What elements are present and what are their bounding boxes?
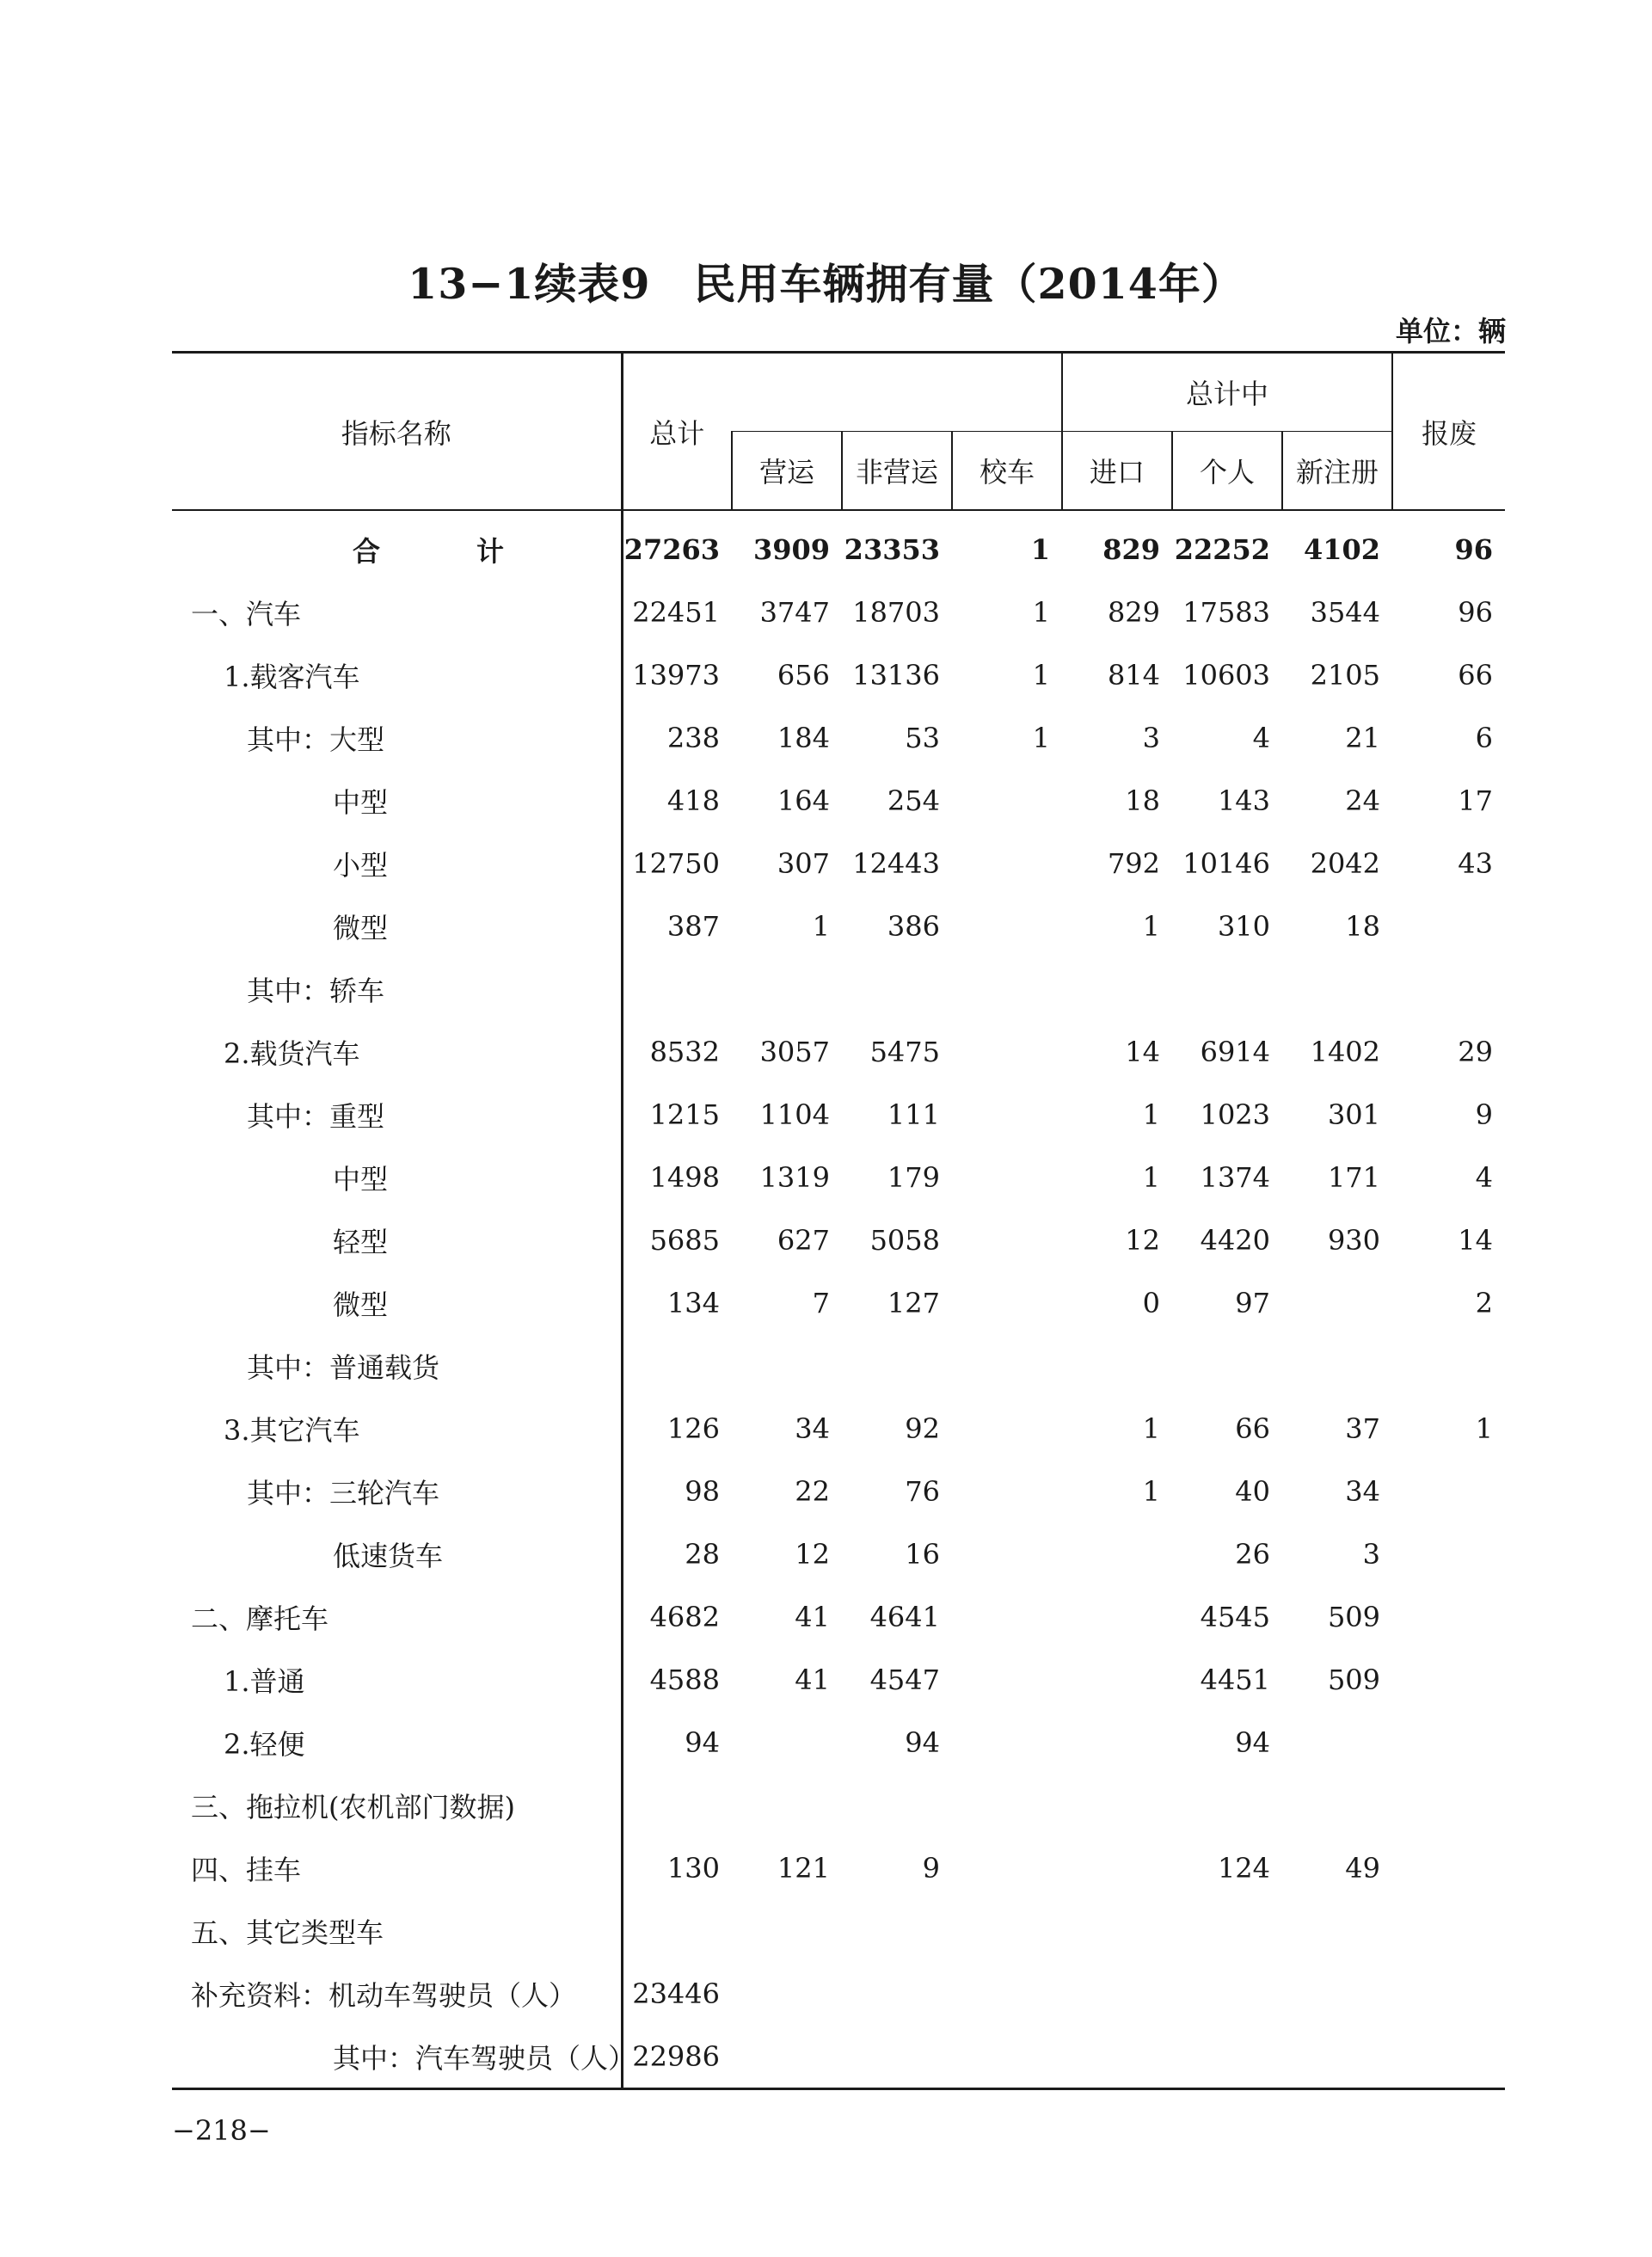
table-row — [172, 769, 1505, 832]
cell-value: 21 — [1345, 721, 1381, 754]
cell-value: 111 — [887, 1098, 940, 1131]
cell-value: 124 — [1217, 1851, 1271, 1885]
cell-value — [1392, 1774, 1505, 1836]
cell-value: 9 — [1475, 1098, 1494, 1131]
row-label: 其中：三轮汽车 — [247, 1476, 440, 1510]
row-label: 补充资料：机动车驾驶员（人） — [191, 1978, 577, 2012]
cell-value: 41 — [795, 1600, 830, 1633]
cell-value — [952, 895, 1062, 957]
cell-value: 2 — [1475, 1286, 1494, 1319]
cell-value — [1062, 1334, 1172, 1397]
cell-value — [952, 2025, 1062, 2089]
cell-value — [1392, 1585, 1505, 1648]
cell-value — [952, 1020, 1062, 1083]
cell-value — [1062, 1648, 1172, 1711]
cell-value — [952, 769, 1062, 832]
cell-value — [1392, 2025, 1505, 2089]
cell-value — [1062, 1585, 1172, 1648]
cell-value — [732, 2025, 842, 2089]
cell-value: 43 — [1458, 846, 1494, 880]
cell-value — [1172, 1899, 1282, 1962]
cell-value: 418 — [622, 769, 732, 832]
cell-value — [622, 957, 732, 1020]
cell-value: 121 — [777, 1851, 830, 1885]
cell-value: 4545 — [1200, 1600, 1271, 1633]
row-label: 微型 — [333, 911, 389, 944]
cell-value: 509 — [1327, 1600, 1381, 1633]
cell-value: 22 — [795, 1474, 830, 1508]
row-label: 小型 — [333, 848, 389, 882]
cell-value: 92 — [905, 1411, 940, 1445]
cell-value — [842, 1774, 952, 1836]
row-label: 五、其它类型车 — [191, 1916, 384, 1949]
row-label: 三、拖拉机(农机部门数据) — [191, 1790, 515, 1823]
cell-value: 40 — [1235, 1474, 1271, 1508]
cell-value: 16 — [905, 1537, 940, 1571]
cell-value — [952, 1397, 1062, 1460]
cell-value: 1374 — [1200, 1160, 1271, 1194]
cell-value: 1402 — [1310, 1035, 1381, 1068]
cell-value: 179 — [887, 1160, 940, 1194]
row-label: 中型 — [333, 785, 389, 819]
table-row — [172, 1146, 1505, 1208]
cell-value — [732, 1774, 842, 1836]
table-row — [172, 1836, 1505, 1899]
cell-value: 792 — [1107, 846, 1161, 880]
cell-value: 1 — [1142, 1160, 1161, 1194]
cell-value: 24 — [1345, 784, 1381, 817]
cell-value: 829 — [1107, 595, 1161, 629]
cell-value — [1392, 1836, 1505, 1899]
cell-value: 307 — [777, 846, 830, 880]
cell-value — [1062, 1522, 1172, 1585]
cell-value: 0 — [1142, 1286, 1161, 1319]
cell-value: 10146 — [1182, 846, 1271, 880]
cell-value — [1172, 1334, 1282, 1397]
cell-value: 8532 — [622, 1020, 732, 1083]
cell-value: 1498 — [622, 1146, 732, 1208]
cell-value — [1392, 895, 1505, 957]
cell-value: 12750 — [622, 832, 732, 895]
table-row — [172, 2025, 1505, 2089]
cell-value: 1 — [1142, 1411, 1161, 1445]
row-label: 轻型 — [333, 1225, 389, 1258]
cell-value: 627 — [777, 1223, 830, 1257]
cell-value: 2105 — [1310, 658, 1381, 692]
header-total: 总计 — [622, 353, 732, 511]
cell-value — [842, 1962, 952, 2025]
cell-value — [622, 1334, 732, 1397]
cell-value — [1392, 1460, 1505, 1522]
cell-value: 1104 — [759, 1098, 830, 1131]
cell-value: 4588 — [622, 1648, 732, 1711]
cell-value — [1282, 1334, 1392, 1397]
cell-value: 9 — [922, 1851, 940, 1885]
table-row — [172, 581, 1505, 643]
cell-value: 171 — [1327, 1160, 1381, 1194]
cell-value — [842, 1334, 952, 1397]
cell-value: 143 — [1217, 784, 1271, 817]
cell-value — [952, 1836, 1062, 1899]
table-row — [172, 510, 1505, 581]
row-label: 合 计 — [353, 534, 539, 568]
cell-value: 126 — [622, 1397, 732, 1460]
row-label: 低速货车 — [333, 1539, 444, 1572]
cell-value: 12 — [795, 1537, 830, 1571]
cell-value — [1062, 2025, 1172, 2089]
cell-value: 94 — [1235, 1725, 1271, 1759]
cell-value — [1282, 1962, 1392, 2025]
cell-value — [952, 1271, 1062, 1334]
cell-value: 66 — [1458, 658, 1494, 692]
cell-value: 97 — [1235, 1286, 1271, 1319]
header-among-total: 总计中 — [1062, 353, 1392, 432]
cell-value — [1392, 1648, 1505, 1711]
cell-value — [1282, 957, 1392, 1020]
cell-value: 3747 — [759, 595, 830, 629]
cell-value: 26 — [1235, 1537, 1271, 1571]
cell-value: 254 — [887, 784, 940, 817]
row-label: 3.其它汽车 — [224, 1413, 360, 1447]
cell-value — [1282, 1774, 1392, 1836]
cell-value — [1282, 1899, 1392, 1962]
cell-value: 34 — [795, 1411, 830, 1445]
cell-value: 656 — [777, 658, 830, 692]
cell-value — [1392, 1962, 1505, 2025]
header-imported: 进口 — [1062, 432, 1172, 511]
cell-value: 14 — [1125, 1035, 1161, 1068]
cell-value — [1062, 957, 1172, 1020]
cell-value — [842, 2025, 952, 2089]
table-row — [172, 1774, 1505, 1836]
cell-value: 1 — [1032, 595, 1051, 629]
cell-value: 14 — [1458, 1223, 1494, 1257]
cell-value: 387 — [622, 895, 732, 957]
cell-value — [952, 1774, 1062, 1836]
table-row — [172, 1271, 1505, 1334]
table-row — [172, 1711, 1505, 1774]
cell-value: 66 — [1235, 1411, 1271, 1445]
cell-value — [842, 1899, 952, 1962]
cell-value — [732, 1962, 842, 2025]
cell-value — [1282, 1271, 1392, 1334]
row-label: 其中：重型 — [247, 1099, 385, 1133]
cell-value: 164 — [777, 784, 830, 817]
cell-value — [1062, 1899, 1172, 1962]
cell-value — [732, 1711, 842, 1774]
cell-value: 310 — [1217, 909, 1271, 943]
row-label: 2.轻便 — [224, 1727, 305, 1761]
cell-value: 1 — [1032, 658, 1051, 692]
cell-value: 10603 — [1182, 658, 1271, 692]
table-row — [172, 1460, 1505, 1522]
row-label: 2.载货汽车 — [224, 1036, 360, 1070]
cell-value: 23353 — [844, 532, 940, 566]
cell-value: 3 — [1142, 721, 1161, 754]
cell-value — [1392, 1899, 1505, 1962]
cell-value: 4682 — [622, 1585, 732, 1648]
row-label: 其中：大型 — [247, 723, 385, 756]
cell-value: 5058 — [869, 1223, 940, 1257]
cell-value: 4547 — [869, 1663, 940, 1696]
table-row — [172, 1083, 1505, 1146]
cell-value: 4420 — [1200, 1223, 1271, 1257]
header-personal: 个人 — [1172, 432, 1282, 511]
row-label: 微型 — [333, 1288, 389, 1321]
cell-value — [952, 1585, 1062, 1648]
cell-value — [952, 957, 1062, 1020]
cell-value — [622, 1899, 732, 1962]
cell-value: 238 — [622, 706, 732, 769]
cell-value: 829 — [1102, 532, 1161, 566]
cell-value — [1172, 1774, 1282, 1836]
cell-value: 34 — [1345, 1474, 1381, 1508]
cell-value: 386 — [887, 909, 940, 943]
header-name: 指标名称 — [172, 353, 622, 511]
unit-label: 单位：辆 — [1395, 315, 1506, 347]
cell-value: 1 — [1142, 1098, 1161, 1131]
cell-value: 29 — [1458, 1035, 1494, 1068]
cell-value: 41 — [795, 1663, 830, 1696]
cell-value — [1172, 2025, 1282, 2089]
cell-value: 1215 — [622, 1083, 732, 1146]
cell-value: 28 — [622, 1522, 732, 1585]
cell-value — [1062, 1836, 1172, 1899]
cell-value: 1 — [812, 909, 830, 943]
cell-value: 5685 — [622, 1208, 732, 1271]
cell-value: 1 — [1142, 1474, 1161, 1508]
row-label: 其中：汽车驾驶员（人） — [172, 2025, 622, 2089]
cell-value — [952, 1522, 1062, 1585]
cell-value: 18703 — [852, 595, 940, 629]
table-row — [172, 643, 1505, 706]
table-row — [172, 832, 1505, 895]
table-row — [172, 1334, 1505, 1397]
cell-value — [952, 1146, 1062, 1208]
cell-value — [1282, 1711, 1392, 1774]
row-label: 其中：普通载货 — [247, 1350, 440, 1384]
cell-value: 17583 — [1182, 595, 1271, 629]
row-label: 1.载客汽车 — [224, 660, 360, 693]
cell-value: 1 — [1032, 721, 1051, 754]
cell-value: 1023 — [1200, 1098, 1271, 1131]
cell-value — [1282, 2025, 1392, 2089]
table-row — [172, 1020, 1505, 1083]
header-operating: 营运 — [732, 432, 842, 511]
cell-value — [1062, 1962, 1172, 2025]
cell-value: 2042 — [1310, 846, 1381, 880]
table-row — [172, 1648, 1505, 1711]
cell-value: 4 — [1252, 721, 1271, 754]
cell-value — [622, 1774, 732, 1836]
cell-value — [732, 1899, 842, 1962]
row-label: 1.普通 — [224, 1664, 305, 1698]
header-blank — [732, 353, 1062, 432]
vehicle-ownership-table — [172, 351, 1505, 2090]
cell-value: 12443 — [852, 846, 940, 880]
table-title: 13−1续表9 民用车辆拥有量（2014年） — [408, 259, 1244, 309]
cell-value: 184 — [777, 721, 830, 754]
cell-value: 3057 — [759, 1035, 830, 1068]
cell-value: 22986 — [622, 2025, 732, 2089]
cell-value: 37 — [1345, 1411, 1381, 1445]
cell-value: 96 — [1458, 595, 1494, 629]
cell-value — [952, 1334, 1062, 1397]
cell-value: 130 — [622, 1836, 732, 1899]
cell-value — [1062, 1711, 1172, 1774]
cell-value: 98 — [622, 1460, 732, 1522]
cell-value: 23446 — [622, 1962, 732, 2025]
cell-value — [952, 1899, 1062, 1962]
cell-value: 12 — [1125, 1223, 1161, 1257]
cell-value — [1062, 1774, 1172, 1836]
cell-value: 94 — [622, 1711, 732, 1774]
cell-value — [952, 1083, 1062, 1146]
cell-value: 27263 — [622, 510, 732, 581]
cell-value: 7 — [812, 1286, 830, 1319]
table-row — [172, 706, 1505, 769]
cell-value: 4451 — [1200, 1663, 1271, 1696]
cell-value — [1392, 1334, 1505, 1397]
header-non-operating: 非营运 — [842, 432, 952, 511]
cell-value: 509 — [1327, 1663, 1381, 1696]
row-label: 二、摩托车 — [191, 1602, 329, 1635]
table-row — [172, 895, 1505, 957]
row-label: 其中：轿车 — [247, 974, 385, 1007]
table-row — [172, 1208, 1505, 1271]
cell-value: 18 — [1345, 909, 1381, 943]
table-row — [172, 1962, 1505, 2025]
cell-value: 6 — [1475, 721, 1494, 754]
cell-value: 18 — [1125, 784, 1161, 817]
cell-value — [732, 1334, 842, 1397]
cell-value: 6914 — [1200, 1035, 1271, 1068]
cell-value: 930 — [1327, 1223, 1381, 1257]
cell-value: 22252 — [1174, 532, 1271, 566]
cell-value: 22451 — [622, 581, 732, 643]
cell-value: 13136 — [852, 658, 940, 692]
cell-value: 127 — [887, 1286, 940, 1319]
cell-value — [952, 1711, 1062, 1774]
header-scrapped: 报废 — [1392, 353, 1505, 511]
cell-value: 4102 — [1303, 532, 1381, 566]
cell-value: 1 — [1142, 909, 1161, 943]
table-row — [172, 1522, 1505, 1585]
cell-value: 301 — [1327, 1098, 1381, 1131]
cell-value — [952, 832, 1062, 895]
cell-value — [1392, 957, 1505, 1020]
cell-value: 4 — [1475, 1160, 1494, 1194]
row-label: 中型 — [333, 1162, 389, 1196]
cell-value — [1392, 1522, 1505, 1585]
cell-value — [952, 1962, 1062, 2025]
row-label: 一、汽车 — [191, 597, 302, 630]
cell-value — [952, 1648, 1062, 1711]
cell-value: 3544 — [1310, 595, 1381, 629]
table-row — [172, 1899, 1505, 1962]
cell-value: 17 — [1458, 784, 1494, 817]
cell-value: 13973 — [622, 643, 732, 706]
cell-value: 1 — [1475, 1411, 1494, 1445]
cell-value — [1392, 1711, 1505, 1774]
cell-value: 49 — [1345, 1851, 1381, 1885]
cell-value: 1319 — [759, 1160, 830, 1194]
cell-value — [1172, 957, 1282, 1020]
table-row — [172, 957, 1505, 1020]
cell-value: 96 — [1454, 532, 1494, 566]
cell-value — [842, 957, 952, 1020]
header-new-registered: 新注册 — [1282, 432, 1392, 511]
cell-value: 4641 — [869, 1600, 940, 1633]
cell-value — [1172, 1962, 1282, 2025]
page-number: −218− — [172, 2114, 271, 2147]
cell-value: 3 — [1362, 1537, 1381, 1571]
cell-value: 94 — [905, 1725, 940, 1759]
table-row — [172, 1585, 1505, 1648]
cell-value: 1 — [1030, 532, 1051, 566]
row-label: 四、挂车 — [191, 1853, 302, 1886]
cell-value — [952, 1460, 1062, 1522]
cell-value: 76 — [905, 1474, 940, 1508]
cell-value: 3909 — [752, 532, 830, 566]
table-body — [172, 510, 1505, 2089]
header-school-bus: 校车 — [952, 432, 1062, 511]
table-row — [172, 1397, 1505, 1460]
cell-value — [732, 957, 842, 1020]
cell-value: 134 — [622, 1271, 732, 1334]
cell-value: 53 — [905, 721, 940, 754]
cell-value: 814 — [1107, 658, 1161, 692]
cell-value: 5475 — [869, 1035, 940, 1068]
cell-value — [952, 1208, 1062, 1271]
